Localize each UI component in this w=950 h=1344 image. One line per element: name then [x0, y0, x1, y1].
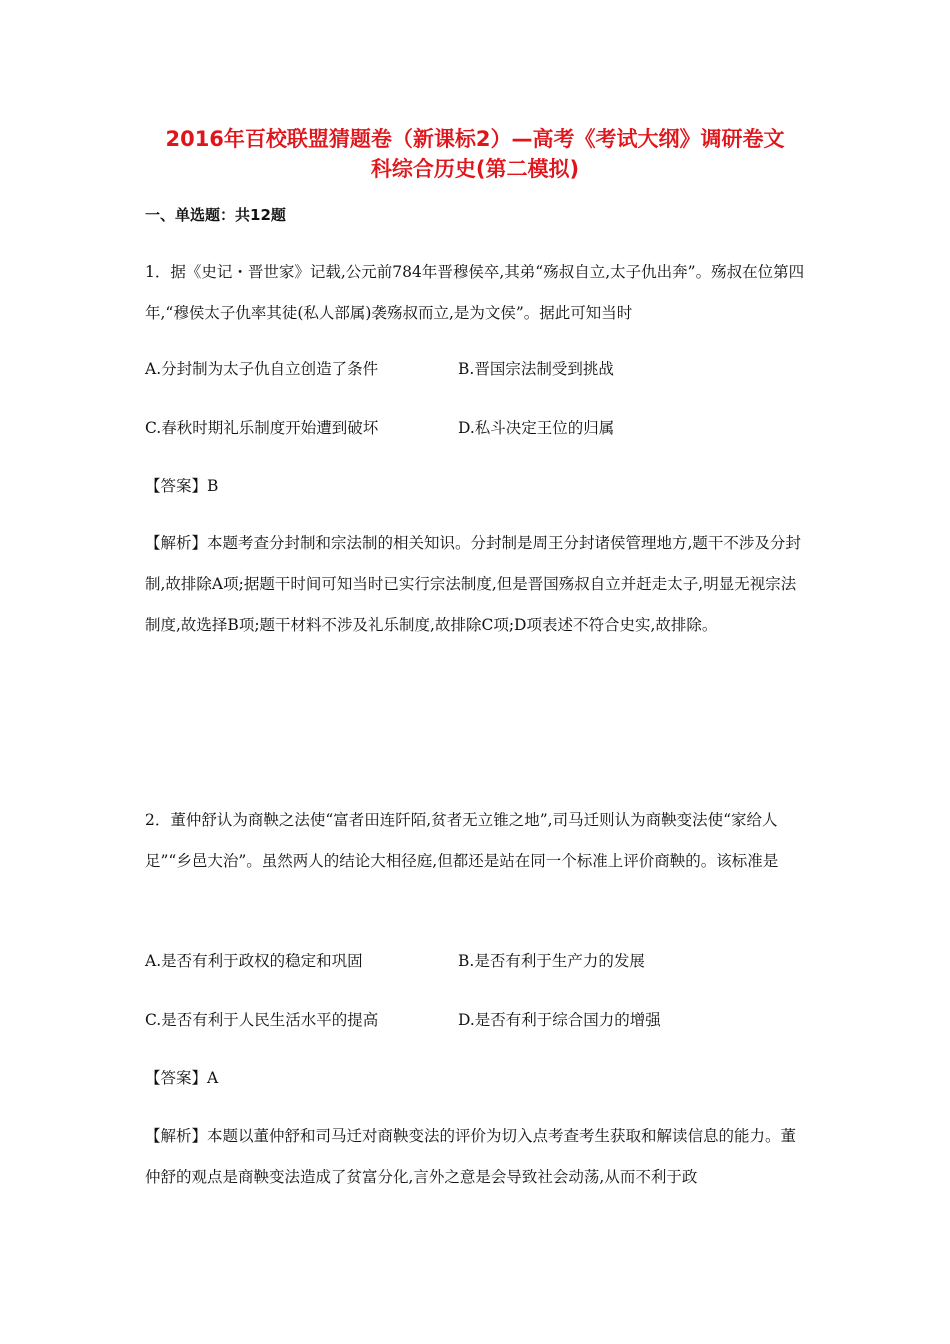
title-line-2: 科综合历史(第二模拟) [370, 157, 580, 181]
question-1-option-d: D.私斗决定王位的归属 [458, 419, 615, 437]
section-heading: 一、单选题：共12题 [145, 206, 286, 224]
question-1-option-b: B.晋国宗法制受到挑战 [458, 360, 614, 378]
question-2-answer: 【答案】A [145, 1069, 219, 1087]
question-1-option-c: C.春秋时期礼乐制度开始遭到破坏 [145, 419, 379, 437]
question-2-option-a: A.是否有利于政权的稳定和巩固 [145, 952, 363, 970]
document-title [100, 124, 850, 184]
title-line-1: 2016年百校联盟猜题卷（新课标2）—高考《考试大纲》调研卷文 [165, 127, 785, 151]
question-1-stem: 1．据《史记・晋世家》记载,公元前784年晋穆侯卒,其弟“殇叔自立,太子仇出奔”。殇叔在位第四年,“穆侯太子仇率其徒(私人部属)袭殇叔而立,是为文侯”。据此可知当时 [145, 263, 805, 322]
question-2-option-b: B.是否有利于生产力的发展 [458, 952, 645, 970]
question-1-answer: 【答案】B [145, 477, 219, 495]
question-2-option-c: C.是否有利于人民生活水平的提高 [145, 1011, 379, 1029]
question-1-analysis: 【解析】本题考查分封制和宗法制的相关知识。分封制是周王分封诸侯管理地方,题干不涉及分封制,故排除A项;据题干时间可知当时已实行宗法制度,但是晋国殇叔自立并赶走太子,明显无视宗法制度,故选择B项;题干材料不涉及礼乐制度,故排除C项;D项表述不符合史实,故排除。 [145, 534, 801, 634]
question-2-stem: 2．董仲舒认为商鞅之法使“富者田连阡陌,贫者无立锥之地”,司马迁则认为商鞅变法使“家给人足”“乡邑大治”。虽然两人的结论大相径庭,但都还是站在同一个标准上评价商鞅的。该标准是 [145, 811, 779, 870]
question-2-option-d: D.是否有利于综合国力的增强 [458, 1011, 661, 1029]
question-2-analysis: 【解析】本题以董仲舒和司马迁对商鞅变法的评价为切入点考查考生获取和解读信息的能力。董仲舒的观点是商鞅变法造成了贫富分化,言外之意是会导致社会动荡,从而不利于政 [145, 1127, 797, 1186]
question-1-option-a: A.分封制为太子仇自立创造了条件 [145, 360, 379, 378]
